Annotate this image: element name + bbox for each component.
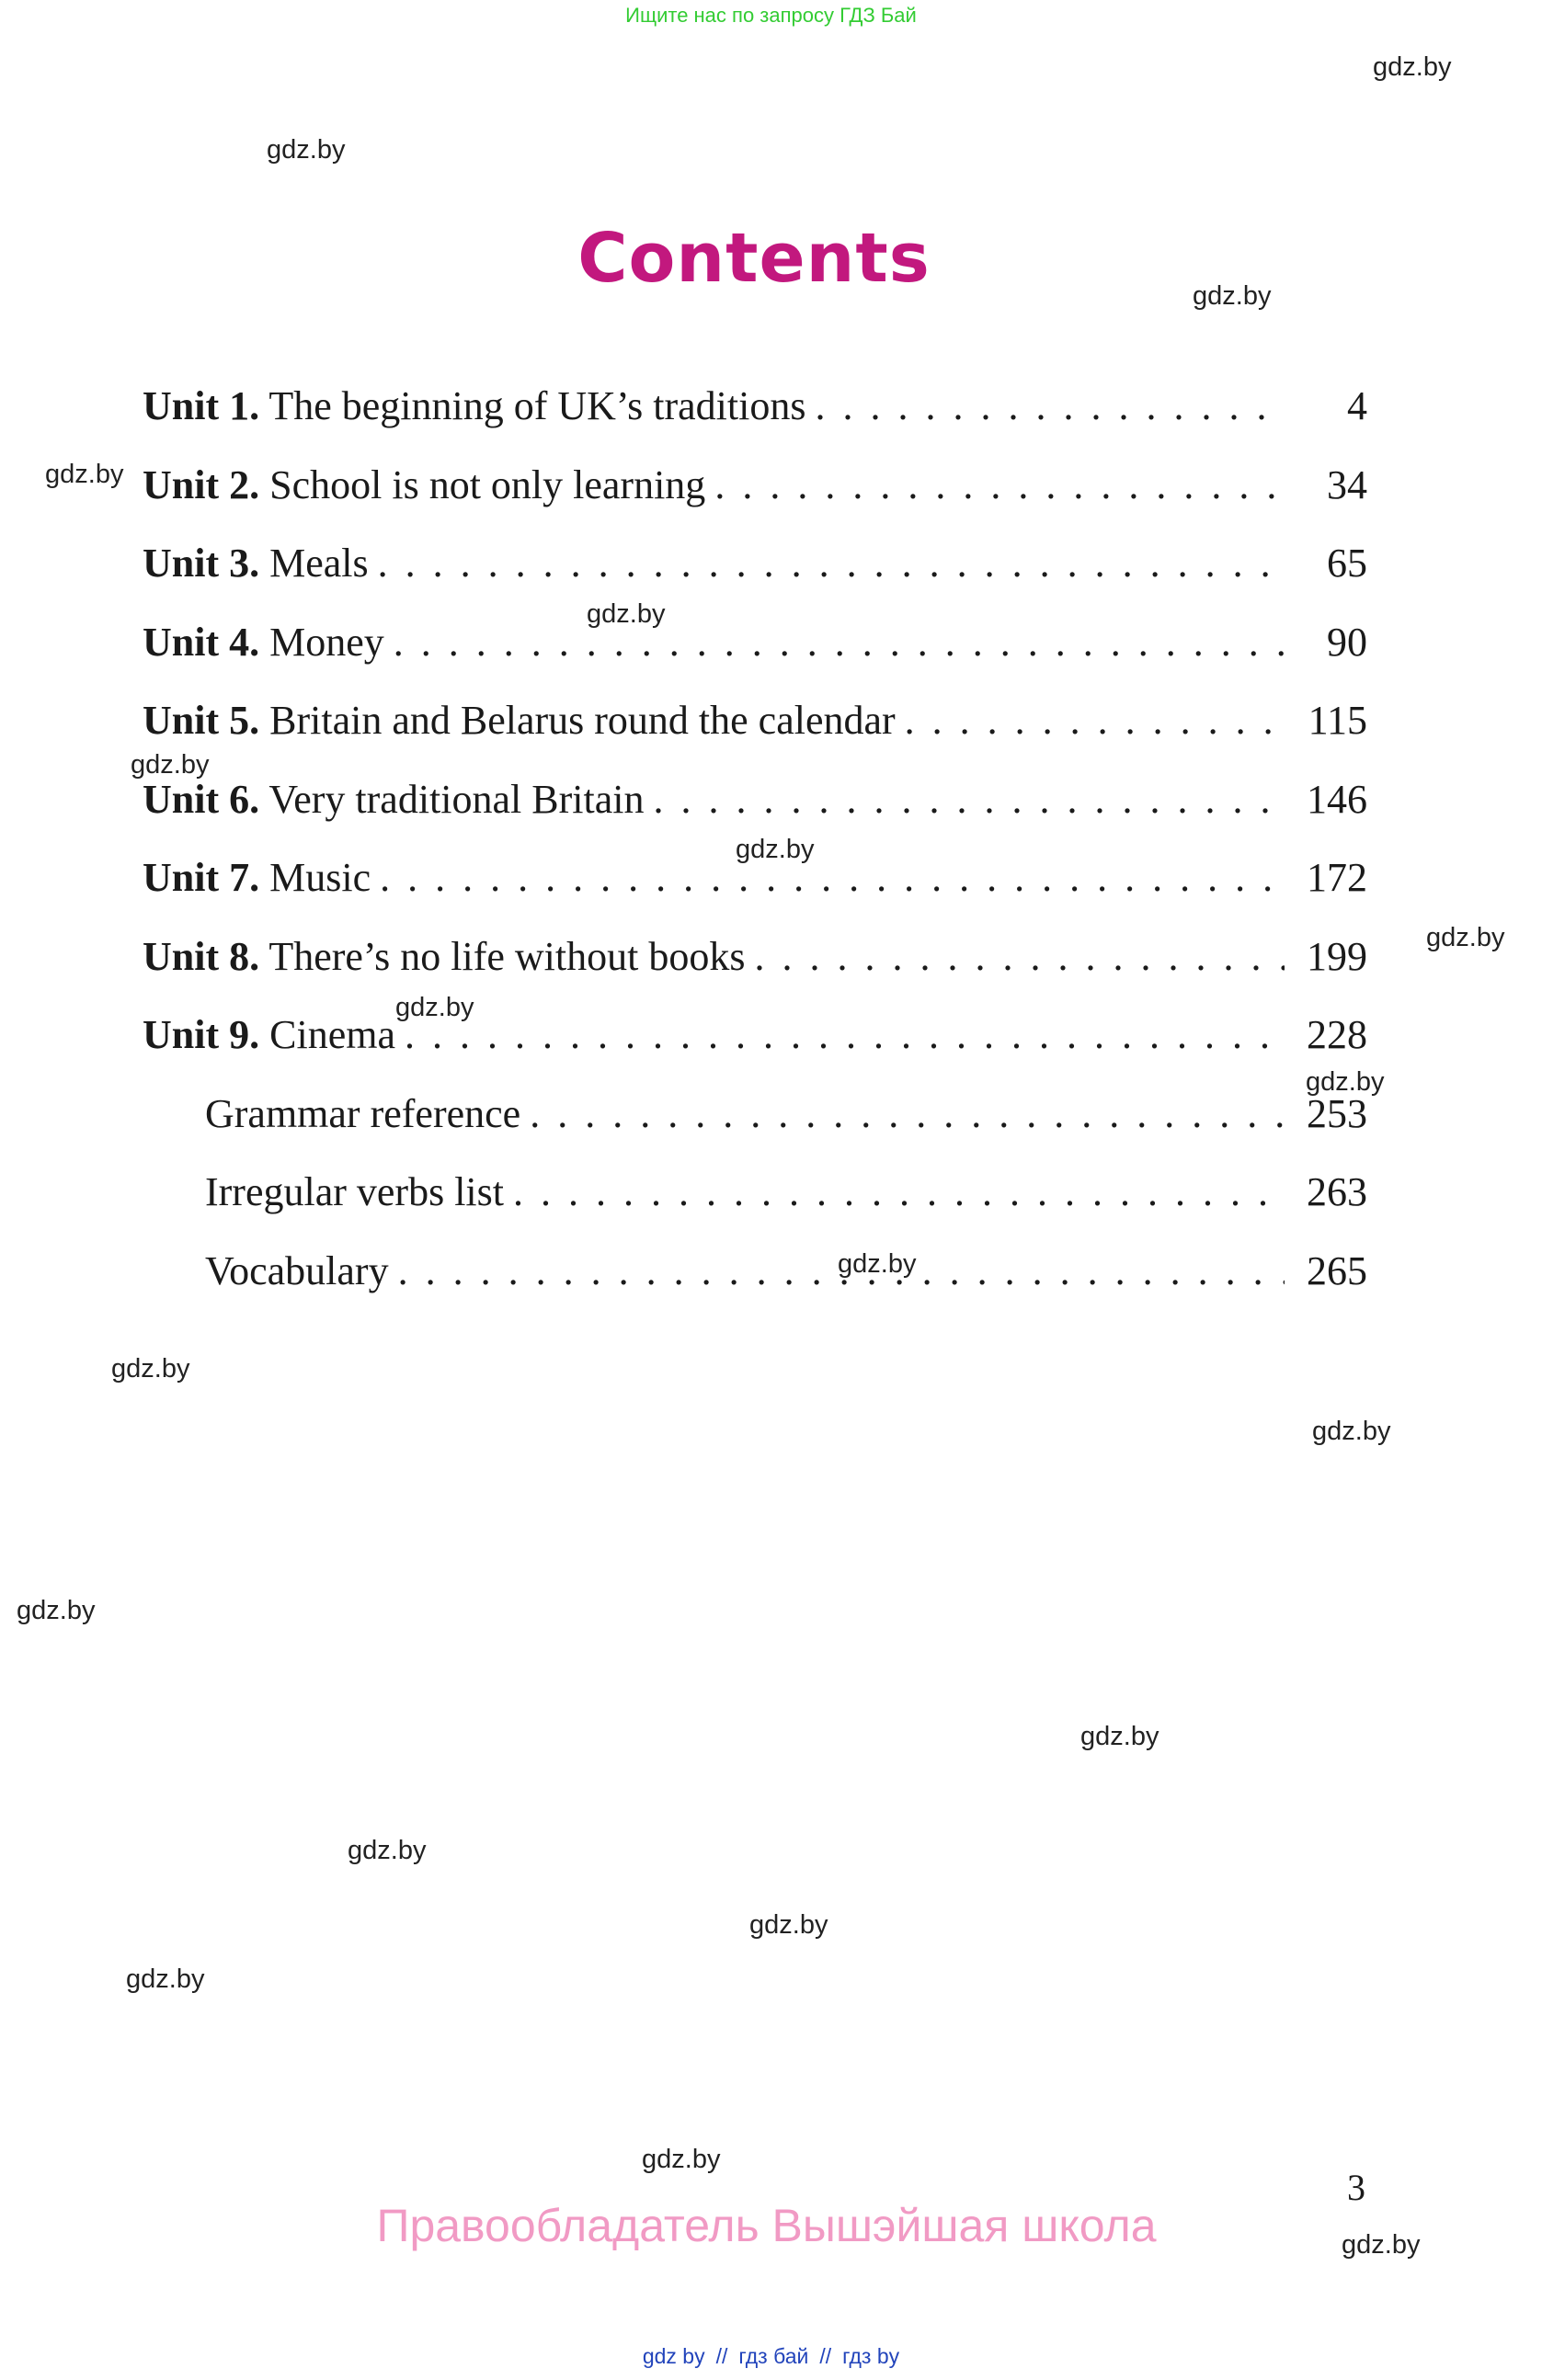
watermark: gdz.by (1193, 281, 1272, 311)
toc-entry-unit-9[interactable] (143, 1011, 1367, 1090)
toc-entry-unit-5[interactable] (143, 697, 1367, 776)
toc-entry-irregular-verbs[interactable] (143, 1168, 1367, 1247)
unit-prefix: Unit 4. (143, 619, 260, 665)
toc-label (143, 540, 369, 586)
toc-page-number: 34 (1327, 461, 1367, 507)
copyright-notice: Правообладатель Вышэйшая школа (376, 2200, 1157, 2251)
toc-page-number: 90 (1327, 619, 1367, 665)
toc-entry-unit-3[interactable] (143, 540, 1367, 619)
toc-entry-unit-8[interactable] (143, 933, 1367, 1012)
toc-label (143, 1168, 504, 1215)
section-title: Grammar reference (205, 1090, 521, 1136)
dot-leader (378, 540, 1285, 586)
unit-prefix: Unit 8. (143, 933, 260, 979)
unit-title: School is not only learning (259, 461, 706, 507)
toc-entry-grammar-reference[interactable] (143, 1090, 1367, 1169)
toc-label (143, 619, 384, 666)
watermark: gdz.by (736, 835, 815, 864)
footer-link[interactable]: gdz by (642, 2344, 705, 2368)
watermark: gdz.by (749, 1910, 828, 1940)
toc-label (143, 1247, 389, 1294)
watermark: gdz.by (1312, 1417, 1391, 1446)
watermark: gdz.by (838, 1249, 917, 1279)
unit-prefix: Unit 7. (143, 855, 260, 900)
toc-entry-vocabulary[interactable] (143, 1247, 1367, 1327)
toc-entry-unit-1[interactable] (143, 382, 1367, 461)
unit-prefix: Unit 6. (143, 776, 260, 822)
watermark: gdz.by (131, 750, 210, 780)
toc-page-number: 263 (1307, 1169, 1367, 1214)
page-number: 3 (1347, 2167, 1365, 2208)
footer-separator: // (715, 2344, 728, 2368)
unit-title: The beginning of UK’s traditions (259, 383, 806, 428)
toc-entry-unit-2[interactable] (143, 461, 1367, 541)
toc-page-number: 265 (1307, 1247, 1367, 1293)
unit-prefix: Unit 9. (143, 1012, 260, 1057)
toc-label (143, 461, 705, 508)
footer-link[interactable]: гдз by (842, 2344, 900, 2368)
unit-prefix: Unit 2. (143, 461, 260, 507)
toc-page-number: 172 (1307, 855, 1367, 900)
unit-title: Cinema (259, 1012, 395, 1057)
dot-leader (513, 1168, 1285, 1215)
dot-leader (394, 619, 1285, 666)
watermark: gdz.by (126, 1964, 205, 1994)
toc-label (143, 1090, 520, 1137)
unit-title: There’s no life without books (259, 933, 746, 979)
toc-label (143, 697, 896, 744)
watermark: gdz.by (395, 993, 474, 1022)
watermark: gdz.by (1080, 1722, 1159, 1751)
page-title: Contents (577, 218, 931, 298)
unit-title: Money (259, 619, 384, 665)
watermark: gdz.by (1342, 2230, 1421, 2260)
footer-link[interactable]: гдз бай (738, 2344, 809, 2368)
dot-leader (905, 697, 1285, 744)
watermark: gdz.by (587, 599, 666, 629)
footer-separator: // (819, 2344, 832, 2368)
toc-label (143, 382, 805, 429)
toc-label (143, 1011, 395, 1058)
toc-entry-unit-7[interactable] (143, 854, 1367, 933)
dot-leader (530, 1090, 1285, 1137)
toc-label (143, 933, 745, 980)
toc-page-number: 146 (1307, 776, 1367, 822)
unit-title: Music (259, 855, 371, 900)
dot-leader (380, 854, 1285, 901)
toc-label (143, 776, 644, 823)
watermark: gdz.by (45, 460, 124, 489)
toc-label (143, 854, 371, 901)
watermark: gdz.by (642, 2145, 721, 2174)
dot-leader (815, 382, 1285, 429)
unit-title: Meals (259, 541, 369, 586)
watermark: gdz.by (1426, 923, 1505, 952)
unit-title: Very traditional Britain (259, 776, 645, 822)
toc-page-number: 228 (1307, 1012, 1367, 1057)
toc-page-number: 253 (1307, 1090, 1367, 1136)
watermark: gdz.by (17, 1596, 96, 1625)
top-banner: Ищите нас по запросу ГДЗ Бай (625, 4, 917, 27)
toc-page-number: 4 (1347, 383, 1367, 428)
watermark: gdz.by (111, 1354, 190, 1384)
watermark: gdz.by (1306, 1067, 1385, 1097)
toc-entry-unit-4[interactable] (143, 619, 1367, 698)
toc-page-number: 199 (1307, 933, 1367, 979)
toc-page-number: 65 (1327, 541, 1367, 586)
unit-prefix: Unit 1. (143, 383, 260, 428)
dot-leader (754, 933, 1285, 980)
dot-leader (653, 776, 1285, 823)
watermark: gdz.by (1373, 52, 1452, 82)
unit-prefix: Unit 3. (143, 541, 260, 586)
watermark: gdz.by (348, 1836, 427, 1865)
dot-leader (714, 461, 1285, 508)
section-title: Vocabulary (205, 1247, 389, 1293)
toc-page-number: 115 (1308, 698, 1367, 743)
watermark: gdz.by (267, 135, 346, 165)
unit-prefix: Unit 5. (143, 698, 260, 743)
section-title: Irregular verbs list (205, 1169, 504, 1214)
unit-title: Britain and Belarus round the calendar (259, 698, 896, 743)
footer-links (0, 2344, 1542, 2369)
dot-leader (405, 1011, 1285, 1058)
